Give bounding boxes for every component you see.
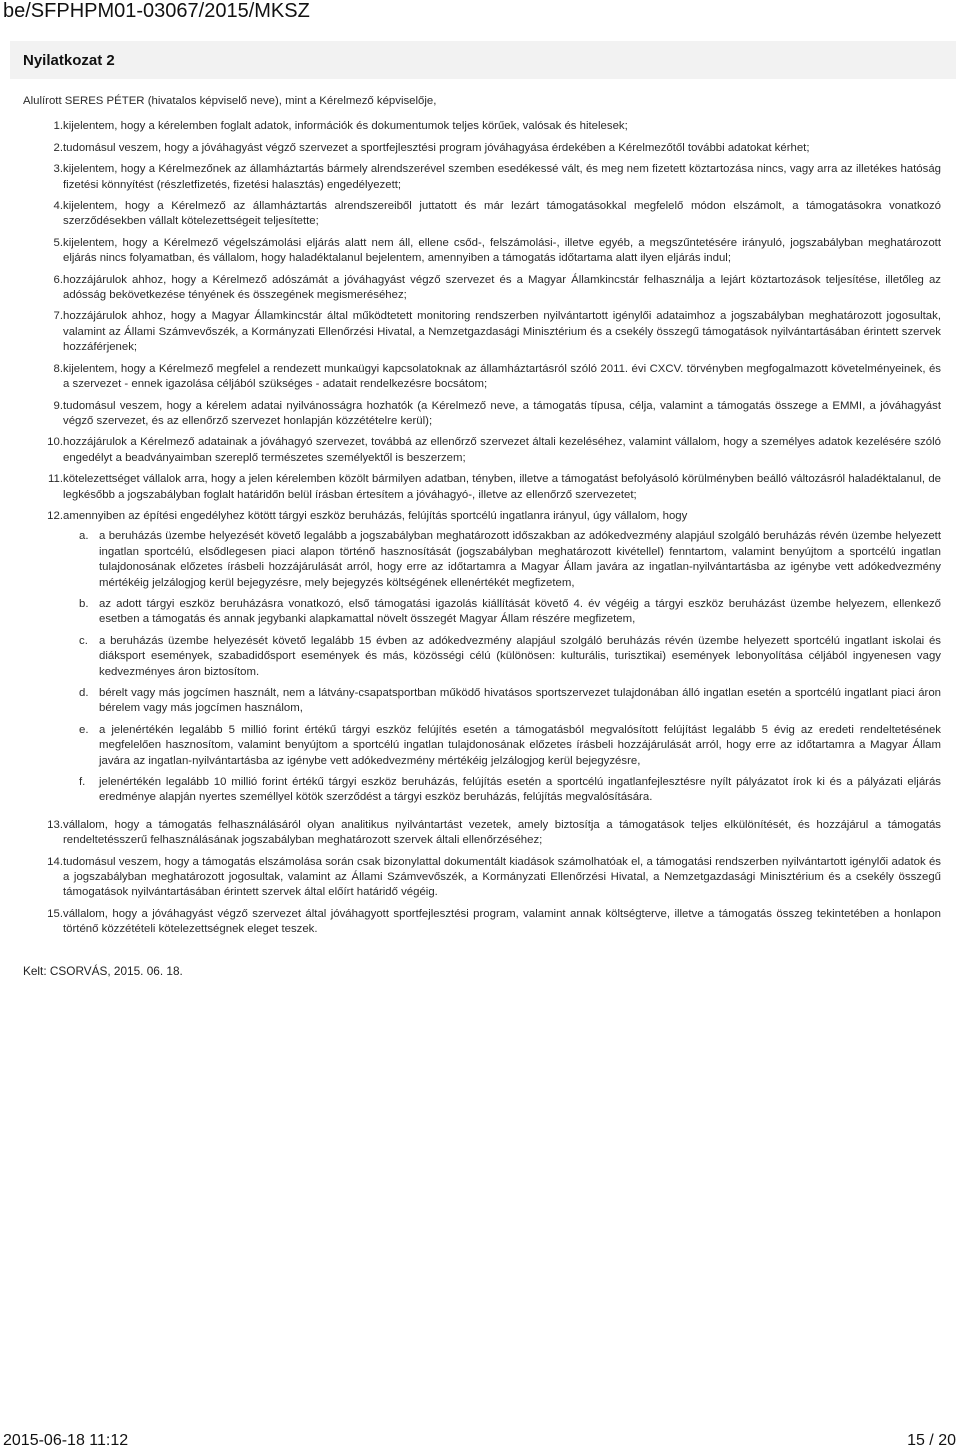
declaration-item xyxy=(23,818,941,849)
sub-item-letter xyxy=(23,686,99,717)
declaration-item xyxy=(23,399,941,430)
item-number-label: 10. xyxy=(47,436,63,449)
declaration-item xyxy=(23,162,941,193)
item-text-wrap xyxy=(63,472,941,503)
sub-list xyxy=(23,529,941,806)
sub-item-letter-label: b. xyxy=(79,597,89,610)
item-text: tudomásul veszem, hogy a támogatás elszámolása során csak bizonylattal dokumentált kiadások számolhatóak el, a támogatási rendszerben nyilvántartott igénylői adatok és a jogszabályban meghatározott jogosultak, valamint az Állami Számvevőszék, a Kormányzati Ellenőrzési Hivatal, a Nemzetgazdasági Minisztérium és a csekély összegű támogatások nyilvántartásában érintett szervek által előírt határidő végéig. xyxy=(63,855,941,899)
item-number xyxy=(23,362,63,393)
item-text-wrap xyxy=(63,907,941,938)
declaration-item xyxy=(23,273,941,304)
item-number-label: 13. xyxy=(47,818,63,831)
item-text-wrap xyxy=(63,509,941,812)
sub-item-letter xyxy=(23,529,99,591)
item-text-wrap xyxy=(63,362,941,393)
sub-item xyxy=(23,723,941,769)
sub-item-letter xyxy=(23,597,99,628)
item-number xyxy=(23,141,63,156)
item-text-wrap xyxy=(63,236,941,267)
item-text: kijelentem, hogy a Kérelmező végelszámolási eljárás alatt nem áll, ellene csőd-, felszámolási-, illetve egyéb, a megszűntetésére irányuló, jogszabályban meghatározott eljárás nincs folyamatban, és vállalom, hogy haladéktalanul bejelentem, amennyiben a támogatás időtartama alatt ilyen eljárás indul; xyxy=(63,236,941,265)
declaration-item xyxy=(23,199,941,230)
item-text: vállalom, hogy a támogatás felhasználásáról olyan analitikus nyilvántartást vezetek, amely biztosítja a támogatások teljes elkülönítését, és hozzájárul a támogatás rendeltetésszerű felhasználásának jogszabályban meghatározott szervek általi ellenőrzéséhez; xyxy=(63,818,941,847)
sub-item-letter-label: c. xyxy=(79,634,88,647)
item-text-wrap xyxy=(63,855,941,901)
sub-item xyxy=(23,597,941,628)
item-number xyxy=(23,399,63,430)
item-text: tudomásul veszem, hogy a kérelem adatai nyilvánosságra hozhatók (a Kérelmező neve, a támogatás típusa, célja, valamint a támogatás összege a EMMI, a jóváhagyást végző szervezet, és az ellenőrző szervezet honlapján közzétételre kerül); xyxy=(63,399,941,427)
sub-item-letter-label: d. xyxy=(79,687,89,699)
item-number xyxy=(23,236,63,267)
item-text: kötelezettséget vállalok arra, hogy a jelen kérelemben közölt bármilyen adatban, tényben, illetve a támogatást befolyásoló körülményben beálló változásról haladéktalanul, de legkésőbb a jogszabályban foglalt határidőn belül írásban értesítem a jóváhagyó-, illetve az ellenőrző szervezetet; xyxy=(63,473,941,501)
item-text-wrap xyxy=(63,162,941,193)
item-text: vállalom, hogy a jóváhagyást végző szervezet által jóváhagyott sportfejlesztési program, valamint annak költségterve, illetve a támogatás összeg tekintetében a honlapon történő közzétételi kötelezettségnek eleget teszek. xyxy=(63,907,941,936)
item-text: hozzájárulok ahhoz, hogy a Kérelmező adószámát a jóváhagyást végző szervezet és a Magyar Államkincstár felhasználja a lejárt köztartozások teljesítése, illetőleg az adósság bekövetkezése tényének és összegének megismeréséhez; xyxy=(63,273,941,302)
sub-item-letter xyxy=(23,634,99,680)
declaration-item xyxy=(23,236,941,267)
sub-item-letter-label: e. xyxy=(79,723,89,736)
section-title: Nyilatkozat 2 xyxy=(23,51,115,69)
sub-item xyxy=(23,775,941,806)
item-number xyxy=(23,119,63,134)
item-text-wrap xyxy=(63,199,941,230)
sub-item xyxy=(23,686,941,717)
sub-item-letter xyxy=(23,775,99,806)
item-number xyxy=(23,472,63,503)
item-text: hozzájárulok a Kérelmező adatainak a jóváhagyó szervezet, továbbá az ellenőrző szervezet általi kezeléséhez, valamint vállalom, hogy a személyes adatok kezelésére szóló engedélyt a beadványaimban szereplő természetes személyektől is beszerzem; xyxy=(63,436,941,464)
item-text-wrap xyxy=(63,309,941,355)
declaration-item xyxy=(23,435,941,466)
declaration-item xyxy=(23,472,941,503)
declaration-item xyxy=(23,141,941,156)
sub-item xyxy=(23,529,941,591)
item-number-label: 8. xyxy=(53,362,63,375)
item-number-label: 1. xyxy=(53,120,63,133)
item-text-wrap xyxy=(63,818,941,849)
sub-item-letter xyxy=(23,723,99,769)
item-text: kijelentem, hogy a Kérelmező az államháztartás alrendszereiből juttatott és már lezárt támogatásokkal megfelelő módon elszámolt, a támogatásokra vonatkozó szerződésekben vállalt kötelezettségeit teljesítette; xyxy=(63,200,941,228)
item-text-wrap xyxy=(63,141,941,156)
item-number xyxy=(23,309,63,355)
item-text: kijelentem, hogy a Kérelmezőnek az államháztartás bármely alrendszerével szemben esedékessé vált, és meg nem fizetett köztartozása nincs, vagy arra az illetékes hatóság fizetési könnyítést (részletfizetés, fizetési halasztás) engedélyezett; xyxy=(63,163,941,191)
item-number-label: 4. xyxy=(53,200,63,213)
item-number-label: 15. xyxy=(47,907,63,920)
item-text: tudomásul veszem, hogy a jóváhagyást végző szervezet a sportfejlesztési program jóváhagyása érdekében a Kérelmezőtől további adatokat kérhet; xyxy=(63,141,810,154)
declaration-item xyxy=(23,907,941,938)
item-number xyxy=(23,818,63,849)
sub-item xyxy=(23,634,941,680)
declaration-item xyxy=(23,855,941,901)
item-text-wrap xyxy=(63,399,941,430)
item-number-label: 6. xyxy=(53,273,63,286)
item-text: hozzájárulok ahhoz, hogy a Magyar Államkincstár által működtetett monitoring rendszerben nyilvántartott igénylői adataimhoz a jogszabályban meghatározott jogosultak, valamint az Állami Számvevőszék, a Kormányzati Ellenőrzési Hivatal, a Nemzetgazdasági Minisztérium és a csekély összegű támogatások nyilvántartásában érintett szervek hozzáférjenek; xyxy=(63,310,941,354)
item-number-label: 7. xyxy=(53,310,63,323)
item-number xyxy=(23,162,63,193)
item-number-label: 2. xyxy=(53,141,63,154)
intro-text: Alulírott SERES PÉTER (hivatalos képviselő neve), mint a Kérelmező képviselője, xyxy=(23,95,437,107)
item-number-label: 3. xyxy=(53,163,63,176)
sub-item-text: a beruházás üzembe helyezését követő legalább 15 évben az adókedvezmény alapjául szolgáló beruházás révén üzembe helyezett sportcélú ingatlant iskolai és diáksport események, szabadidősport események és más, közösségi célú (különösen: kulturális, turisztikai) események lebonyolítása céljából ingyenesen vagy kedvezményes áron biztosítom. xyxy=(99,634,941,678)
page-number: 15 / 20 xyxy=(907,1432,956,1449)
item-number-label: 12. xyxy=(47,509,63,522)
section-header xyxy=(10,41,956,79)
item-text-wrap xyxy=(63,435,941,466)
item-text: kijelentem, hogy a Kérelmező megfelel a rendezett munkaügyi kapcsolatoknak az államháztartásról szóló 2011. évi CXCV. törvényben megfogalmazott követelményeinek, és a szervezet - ennek igazolása céljából szükséges - adatait rendelkezésre bocsátom; xyxy=(63,362,941,391)
sub-item-text: az adott tárgyi eszköz beruházásra vonatkozó, első támogatási igazolás kiállítását követő 4. év végéig a tárgyi eszköz beruházást üzembe helyezem, ellenkező esetben a támogatás és annak jegybanki alapkamattal növelt összegét Magyar Állam részére megfizetem, xyxy=(99,597,941,626)
item-number-label: 14. xyxy=(47,855,63,868)
item-number xyxy=(23,855,63,901)
item-number xyxy=(23,435,63,466)
declaration-list xyxy=(23,119,941,937)
sub-item-letter-label: f. xyxy=(79,776,86,789)
item-text: kijelentem, hogy a kérelemben foglalt adatok, információk és dokumentumok teljes körűek, valósak és hitelesek; xyxy=(63,120,628,133)
sub-item-text: a beruházás üzembe helyezését követő legalább a jogszabályban meghatározott időszakban az adókedvezmény alapjául szolgáló beruházás révén üzembe helyezett ingatlan sportcélú, elsődlegesen piaci alapon történő hasznosítását (jogszabályban meghatározott kivétellel) fenntartom, valamint benyújtom a sportcélú ingatlan tulajdonosának előzetes írásbeli hozzájárulását arról, hogy erre az időtartamra a Magyar Állam javára az ingatlan-nyilvántartásba az igénybe vett adókedvezmény mértékéig jelzálogjog kerül bejegyzésre, mely bejegyzés költségének ellenértékét megfizetem, xyxy=(99,530,941,589)
sub-item-text: jelenértékén legalább 10 millió forint értékű tárgyi eszköz beruházás, felújítás esetén a sportcélú ingatlanfejlesztésre nyílt pályázatot írok ki és a pályázati eljárás eredménye alapján nyertes személlyel kötök szerződést a tárgyi eszköz beruházás, felújítás megvalósítására. xyxy=(99,776,941,804)
sub-item-letter-label: a. xyxy=(79,530,89,543)
declaration-item xyxy=(23,119,941,134)
item-number-label: 9. xyxy=(53,399,63,412)
item-number xyxy=(23,273,63,304)
item-text-wrap xyxy=(63,273,941,304)
sub-item-text: bérelt vagy más jogcímen használt, nem a látvány-csapatsportban működő hivatásos sportszervezet tulajdonában álló ingatlan esetén a sportcélú ingatlant piaci áron bérelem vagy más jogcímen használom, xyxy=(99,687,941,715)
declaration-content xyxy=(23,94,941,979)
declaration-item xyxy=(23,509,941,812)
item-number-label: 5. xyxy=(53,236,63,249)
item-number xyxy=(23,199,63,230)
sub-item-text: a jelenértékén legalább 5 millió forint értékű tárgyi eszköz felújítés esetén a támogatásból megvalósított felújítást legalább 5 évig az eredeti rendeltetésének megfelelően hasznosítom, valamint benyújtom a sportcélú ingatlan tulajdonosának előzetes írásbeli hozzájárulását arról, hogy erre az időtartamra a Magyar Állam javára az ingatlan-nyilvántartásba az igénybe vett adókedvezmény mértékéig jelzálogjog kerül bejegyzésre, xyxy=(99,723,941,767)
item-text: amennyiben az építési engedélyhez kötött tárgyi eszköz beruházás, felújítás sportcélú ingatlanra irányul, úgy vállalom, hogy xyxy=(63,509,688,522)
item-number xyxy=(23,907,63,938)
declaration-item xyxy=(23,362,941,393)
document-id: be/SFPHPM01-03067/2015/MKSZ xyxy=(3,0,310,22)
footer-timestamp: 2015-06-18 11:12 xyxy=(3,1432,129,1449)
item-number-label: 11. xyxy=(48,473,63,486)
item-text-wrap xyxy=(63,119,941,134)
signed-place-date: Kelt: CSORVÁS, 2015. 06. 18. xyxy=(23,963,183,978)
declaration-item xyxy=(23,309,941,355)
